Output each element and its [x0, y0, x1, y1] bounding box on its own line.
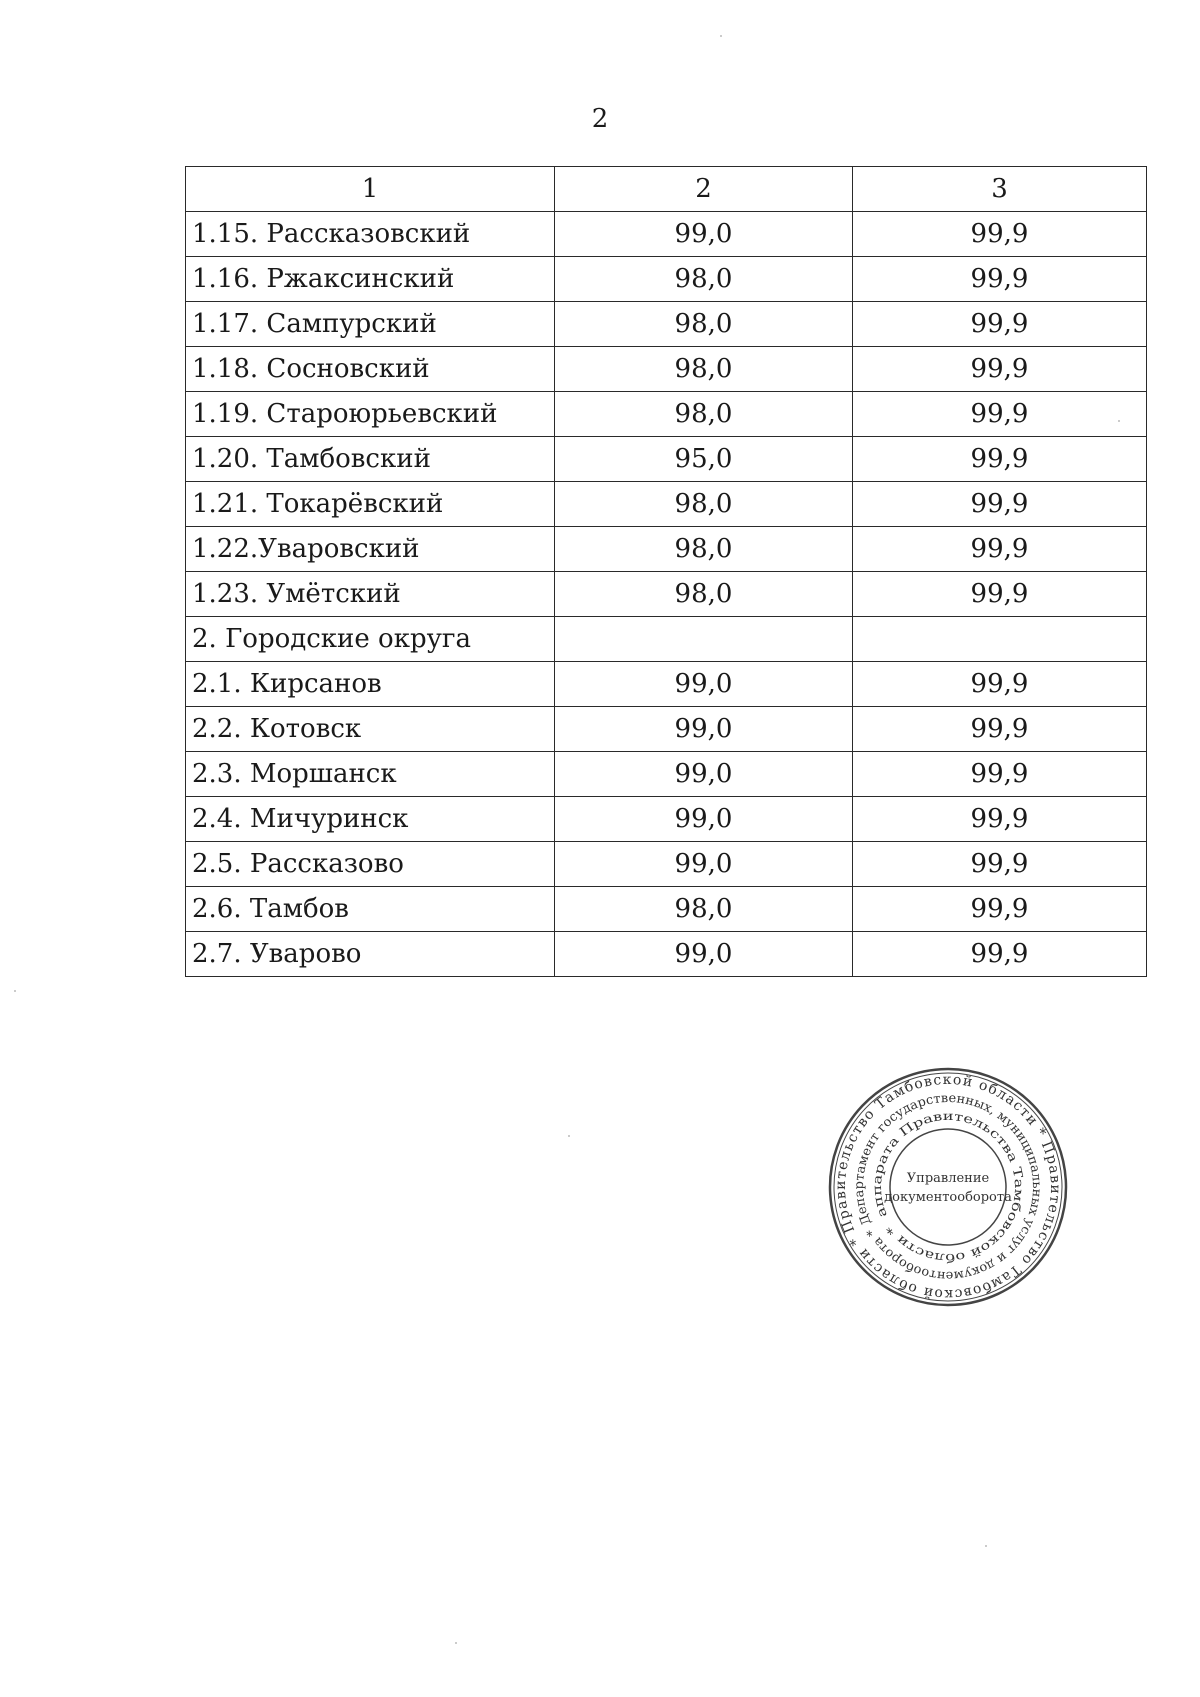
table-row — [186, 707, 1147, 752]
row-value-col3: 99,9 — [853, 302, 1147, 347]
row-value-col2: 98,0 — [555, 572, 853, 617]
row-value-col2: 99,0 — [555, 662, 853, 707]
column-header-2: 2 — [555, 167, 853, 212]
table-row — [186, 437, 1147, 482]
row-name-cell: 1.15. Рассказовский — [186, 212, 555, 257]
row-name-cell: 2.1. Кирсанов — [186, 662, 555, 707]
row-name-cell: 2. Городские округа — [186, 617, 555, 662]
table-row — [186, 842, 1147, 887]
scan-speck — [1118, 420, 1120, 422]
seal-center-line2: документооборота — [884, 1190, 1012, 1205]
row-value-col2: 99,0 — [555, 707, 853, 752]
table-row — [186, 302, 1147, 347]
table-row — [186, 527, 1147, 572]
row-value-col2: 98,0 — [555, 302, 853, 347]
row-name-cell: 2.5. Рассказово — [186, 842, 555, 887]
row-value-col2: 99,0 — [555, 842, 853, 887]
row-value-col2: 99,0 — [555, 932, 853, 977]
row-name-cell: 1.20. Тамбовский — [186, 437, 555, 482]
column-header-1: 1 — [186, 167, 555, 212]
row-value-col2: 98,0 — [555, 887, 853, 932]
row-value-col2 — [555, 617, 853, 662]
row-value-col3: 99,9 — [853, 527, 1147, 572]
row-name-cell: 1.21. Токарёвский — [186, 482, 555, 527]
row-name-cell: 2.2. Котовск — [186, 707, 555, 752]
scan-speck — [14, 990, 16, 992]
row-value-col3: 99,9 — [853, 842, 1147, 887]
column-header-3: 3 — [853, 167, 1147, 212]
row-value-col3: 99,9 — [853, 212, 1147, 257]
row-value-col3: 99,9 — [853, 752, 1147, 797]
scan-speck — [455, 1642, 457, 1644]
row-value-col3: 99,9 — [853, 257, 1147, 302]
row-value-col2: 99,0 — [555, 752, 853, 797]
table-row — [186, 212, 1147, 257]
data-table — [185, 166, 1147, 977]
row-value-col3 — [853, 617, 1147, 662]
row-value-col2: 95,0 — [555, 437, 853, 482]
row-value-col3: 99,9 — [853, 797, 1147, 842]
row-value-col3: 99,9 — [853, 437, 1147, 482]
table-row — [186, 797, 1147, 842]
row-name-cell: 1.22.Уваровский — [186, 527, 555, 572]
row-value-col2: 99,0 — [555, 797, 853, 842]
seal-outer-text: Правительство Тамбовской области * Правительство Тамбовской области * — [832, 1071, 1064, 1303]
row-name-cell: 1.18. Сосновский — [186, 347, 555, 392]
seal-center-line1: Управление — [906, 1171, 990, 1186]
table-row — [186, 572, 1147, 617]
row-value-col3: 99,9 — [853, 347, 1147, 392]
row-name-cell: 2.4. Мичуринск — [186, 797, 555, 842]
row-value-col3: 99,9 — [853, 662, 1147, 707]
table-row — [186, 392, 1147, 437]
table-row — [186, 932, 1147, 977]
row-name-cell: 2.3. Моршанск — [186, 752, 555, 797]
table-row — [186, 887, 1147, 932]
row-value-col3: 99,9 — [853, 887, 1147, 932]
scan-speck — [720, 35, 722, 37]
row-name-cell: 1.19. Староюрьевский — [186, 392, 555, 437]
table-row — [186, 482, 1147, 527]
seal-inner-text: аппарата Правительства Тамбовской области * — [869, 1108, 1027, 1266]
row-name-cell: 2.6. Тамбов — [186, 887, 555, 932]
table-row — [186, 617, 1147, 662]
table-row — [186, 752, 1147, 797]
scan-speck — [985, 1545, 987, 1547]
row-name-cell: 1.17. Сампурский — [186, 302, 555, 347]
seal-middle-text: Департамент государственных, муниципальных услуг и документооборота * — [850, 1089, 1046, 1285]
scan-speck — [568, 1135, 570, 1137]
row-value-col2: 98,0 — [555, 482, 853, 527]
row-value-col3: 99,9 — [853, 572, 1147, 617]
table-header-row — [186, 167, 1147, 212]
row-value-col3: 99,9 — [853, 392, 1147, 437]
table-row — [186, 257, 1147, 302]
row-value-col2: 98,0 — [555, 527, 853, 572]
row-value-col3: 99,9 — [853, 482, 1147, 527]
table-row — [186, 347, 1147, 392]
row-name-cell: 1.16. Ржаксинский — [186, 257, 555, 302]
official-seal — [826, 1065, 1070, 1309]
row-value-col2: 98,0 — [555, 392, 853, 437]
row-name-cell: 1.23. Умётский — [186, 572, 555, 617]
page-number: 2 — [591, 104, 609, 134]
row-value-col2: 98,0 — [555, 347, 853, 392]
row-value-col3: 99,9 — [853, 707, 1147, 752]
row-name-cell: 2.7. Уварово — [186, 932, 555, 977]
table-body — [186, 212, 1147, 977]
table-row — [186, 662, 1147, 707]
row-value-col2: 98,0 — [555, 257, 853, 302]
row-value-col2: 99,0 — [555, 212, 853, 257]
row-value-col3: 99,9 — [853, 932, 1147, 977]
